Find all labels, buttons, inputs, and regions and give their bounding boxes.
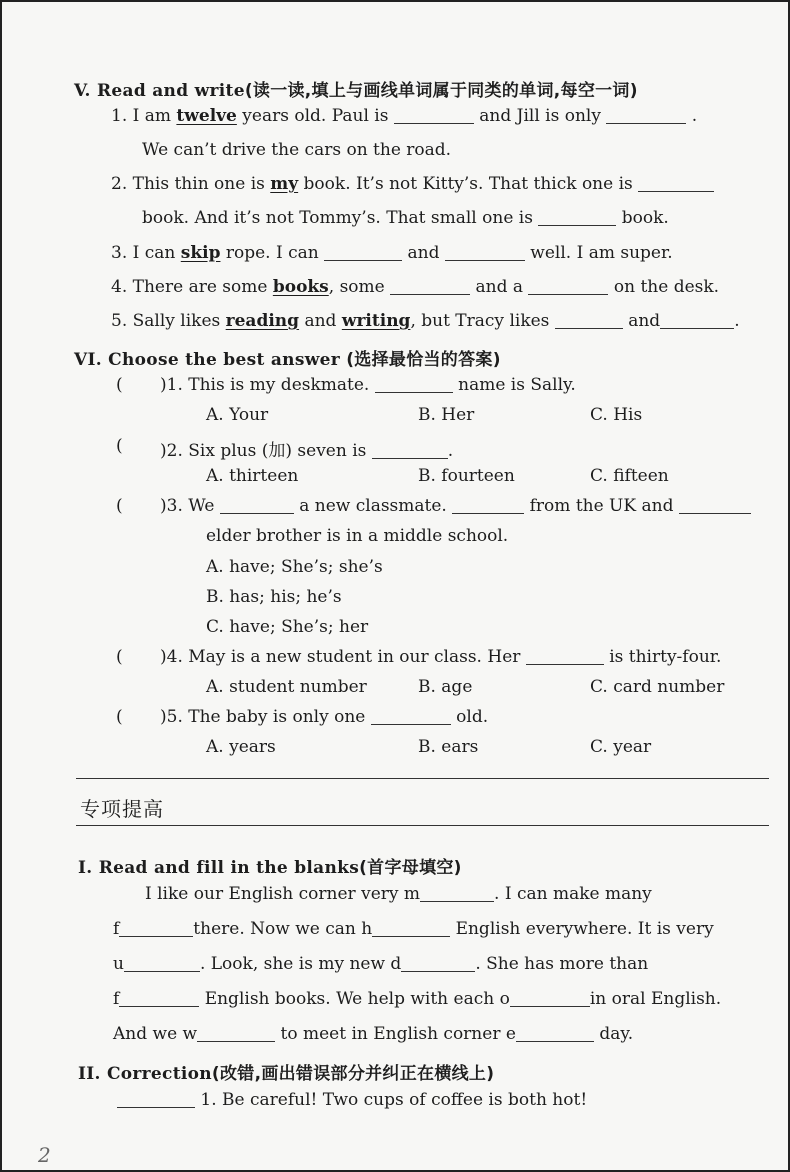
fill-line-4: f English books. We help with each o in oral English. — [113, 989, 722, 1009]
divider — [76, 778, 769, 779]
underlined-word: twelve — [176, 106, 237, 126]
option-c[interactable]: C. fifteen — [590, 466, 669, 486]
section-i-heading — [78, 853, 462, 878]
section-ii-heading — [78, 1059, 494, 1084]
underlined-word: reading — [225, 311, 300, 331]
underlined-word: skip — [180, 243, 221, 263]
blank-line[interactable] — [679, 512, 751, 514]
section-v-title: V. Read and write — [74, 81, 245, 101]
blank-line[interactable] — [394, 122, 474, 124]
option-a[interactable]: A. Your — [206, 405, 269, 425]
blank-line[interactable] — [660, 327, 734, 329]
underlined-word: books — [272, 277, 329, 297]
blank-line[interactable] — [606, 122, 686, 124]
option-c[interactable]: C. year — [590, 737, 652, 757]
section-i-instruction: (首字母填空) — [359, 858, 462, 878]
blank-line[interactable] — [526, 663, 604, 665]
option-c[interactable]: C. His — [590, 405, 643, 425]
underlined-word: writing — [341, 311, 411, 331]
section-v-instruction: (读一读,填上与画线单词属于同类的单词,每空一词) — [244, 81, 638, 101]
blank-line[interactable] — [117, 1106, 195, 1108]
answer-paren[interactable]: ( — [116, 436, 123, 456]
blank-line[interactable] — [119, 935, 193, 937]
answer-paren[interactable]: ( — [116, 647, 123, 667]
blank-line[interactable] — [124, 970, 200, 972]
blank-line[interactable] — [510, 1005, 590, 1007]
option-c[interactable]: C. have; She’s; her — [206, 617, 369, 637]
vi-question-3: )3. We a new classmate. from the UK and — [160, 496, 751, 516]
section-vi-title: VI. Choose the best answer — [74, 350, 340, 370]
blank-line[interactable] — [555, 327, 623, 329]
blank-line[interactable] — [220, 512, 294, 514]
blank-line[interactable] — [372, 457, 448, 459]
answer-paren[interactable]: ( — [116, 707, 123, 727]
option-a[interactable]: A. have; She’s; she’s — [206, 557, 383, 577]
blank-line[interactable] — [516, 1040, 594, 1042]
answer-paren[interactable]: ( — [116, 375, 123, 395]
fill-line-2: f there. Now we can h English everywhere. It is very — [113, 919, 714, 939]
blank-line[interactable] — [119, 1005, 199, 1007]
section-v-heading — [74, 76, 638, 101]
vi-question-3-line2: elder brother is in a middle school. — [206, 526, 509, 546]
blank-line[interactable] — [197, 1040, 275, 1042]
v-item-1: 1. I am twelve years old. Paul is and Jill is only . — [111, 106, 698, 126]
v-item-5: 5. Sally likes reading and writing, but Tracy likes and . — [111, 311, 740, 331]
blank-line[interactable] — [372, 935, 450, 937]
fill-line-5: And we w to meet in English corner e day. — [113, 1024, 634, 1044]
section-vi-instruction: (选择最恰当的答案) — [346, 350, 501, 370]
underlined-word: my — [270, 174, 299, 194]
blank-line[interactable] — [324, 259, 402, 261]
option-a[interactable]: A. years — [206, 737, 276, 757]
correction-item-1: 1. Be careful! Two cups of coffee is both hot! — [117, 1090, 587, 1110]
vi-question-4: )4. May is a new student in our class. Her is thirty-four. — [160, 647, 722, 667]
vi-question-2: )2. Six plus (加) seven is . — [160, 441, 454, 461]
option-b[interactable]: B. ears — [418, 737, 479, 757]
option-b[interactable]: B. fourteen — [418, 466, 515, 486]
section-ii-instruction: (改错,画出错误部分并纠正在横线上) — [211, 1064, 495, 1084]
fill-line-3: u . Look, she is my new d . She has more than — [113, 954, 649, 974]
option-b[interactable]: B. age — [418, 677, 473, 697]
option-b[interactable]: B. Her — [418, 405, 475, 425]
blank-line[interactable] — [452, 512, 524, 514]
option-a[interactable]: A. thirteen — [206, 466, 299, 486]
blank-line[interactable] — [528, 293, 608, 295]
v-item-2-line2: book. And it’s not Tommy’s. That small one is book. — [142, 208, 669, 228]
v-item-1-line2: We can’t drive the cars on the road. — [142, 140, 452, 160]
blank-line[interactable] — [638, 190, 714, 192]
blank-line[interactable] — [445, 259, 525, 261]
v-item-2: 2. This thin one is my book. It’s not Kitty’s. That thick one is — [111, 174, 714, 194]
page-number: 2 — [38, 1143, 51, 1167]
fill-line-1: I like our English corner very m . I can make many — [145, 884, 652, 904]
section-ii-title: II. Correction — [78, 1064, 212, 1084]
divider — [76, 825, 769, 826]
blank-line[interactable] — [390, 293, 470, 295]
option-b[interactable]: B. has; his; he’s — [206, 587, 342, 607]
option-c[interactable]: C. card number — [590, 677, 725, 697]
blank-line[interactable] — [371, 723, 451, 725]
vi-question-5: )5. The baby is only one old. — [160, 707, 489, 727]
section-i-title: I. Read and fill in the blanks — [78, 858, 360, 878]
v-item-4: 4. There are some books, some and a on the desk. — [111, 277, 720, 297]
section-vi-heading — [74, 345, 501, 370]
v-item-3: 3. I can skip rope. I can and well. I am super. — [111, 243, 673, 263]
blank-line[interactable] — [401, 970, 475, 972]
blank-line[interactable] — [538, 224, 616, 226]
blank-line[interactable] — [420, 900, 494, 902]
answer-paren[interactable]: ( — [116, 496, 123, 516]
option-a[interactable]: A. student number — [206, 677, 367, 697]
special-section-title: 专项提高 — [80, 797, 164, 821]
blank-line[interactable] — [375, 391, 453, 393]
vi-question-1: )1. This is my deskmate. name is Sally. — [160, 375, 576, 395]
